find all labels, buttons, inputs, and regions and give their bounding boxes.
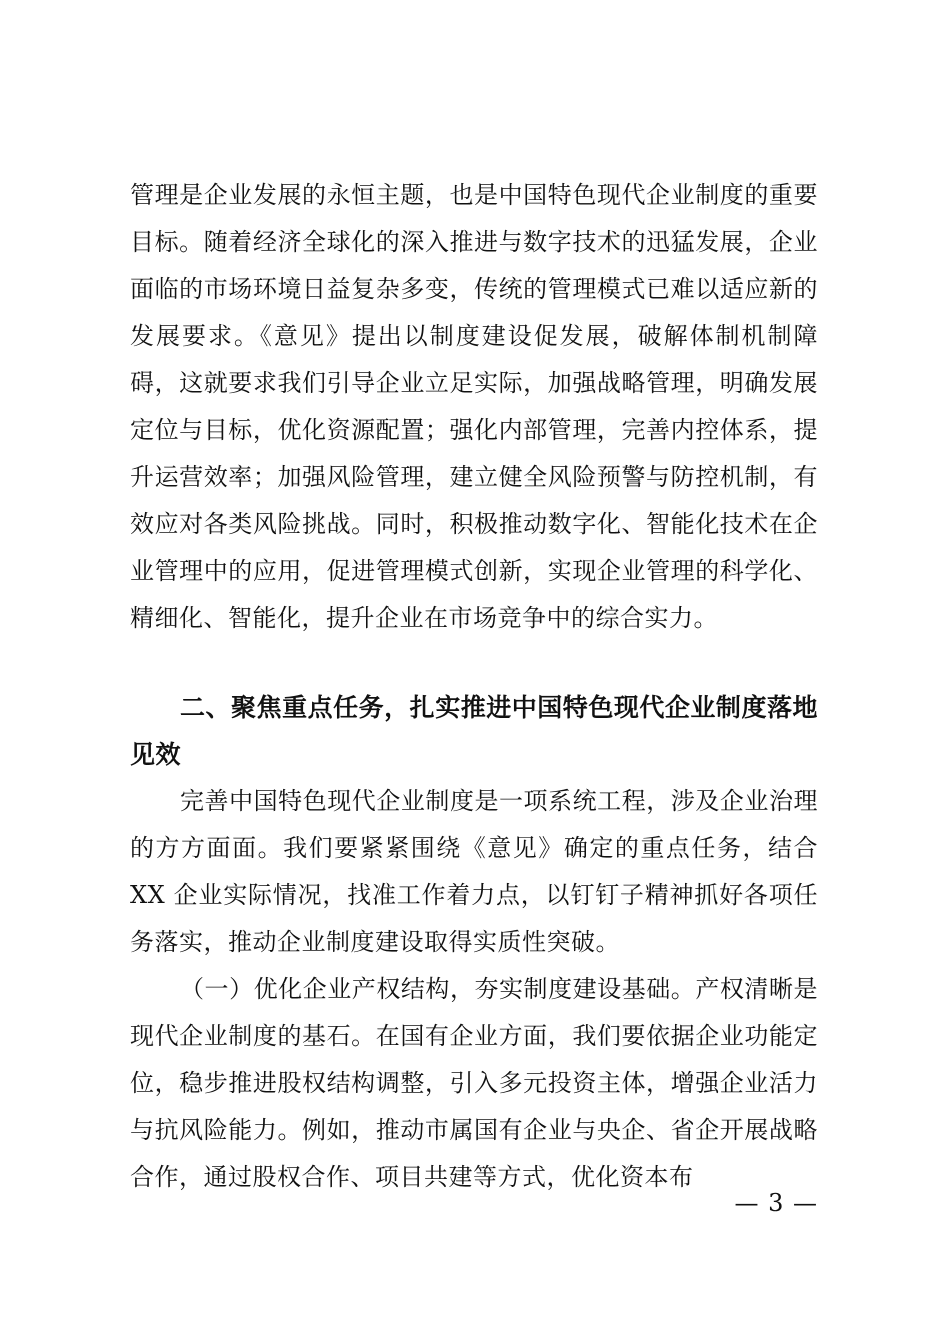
- section-heading: 二、聚焦重点任务，扎实推进中国特色现代企业制度落地见效: [130, 693, 818, 769]
- body-paragraph-subsection: [130, 966, 818, 1201]
- page-number: — 3 —: [734, 1189, 818, 1217]
- body-paragraph-continued: 管理是企业发展的永恒主题，也是中国特色现代企业制度的重要目标。随着经济全球化的深入推进与数字技术的迅猛发展，企业面临的市场环境日益复杂多变，传统的管理模式已难以适应新的发展要求。《意见》提出以制度建设促发展，破解体制机制障碍，这就要求我们引导企业立足实际，加强战略管理，明确发展定位与目标，优化资源配置；强化内部管理，完善内控体系，提升运营效率；加强风险管理，建立健全风险预警与防控机制，有效应对各类风险挑战。同时，积极推动数字化、智能化技术在企业管理中的应用，促进管理模式创新，实现企业管理的科学化、精细化、智能化，提升企业在市场竞争中的综合实力。: [130, 181, 818, 632]
- body-paragraph: 完善中国特色现代企业制度是一项系统工程，涉及企业治理的方方面面。我们要紧紧围绕《意见》确定的重点任务，结合 XX 企业实际情况，找准工作着力点，以钉钉子精神抓好各项任务落实，推动企业制度建设取得实质性突破。: [130, 787, 818, 956]
- subsection-body: 产权清晰是现代企业制度的基石。在国有企业方面，我们要依据企业功能定位，稳步推进股权结构调整，引入多元投资主体，增强企业活力与抗风险能力。例如，推动市属国有企业与央企、省企开展战略合作，通过股权合作、项目共建等方式，优化资本布: [130, 975, 819, 1191]
- subsection-lead: （一）优化企业产权结构，夯实制度建设基础。: [180, 975, 696, 1003]
